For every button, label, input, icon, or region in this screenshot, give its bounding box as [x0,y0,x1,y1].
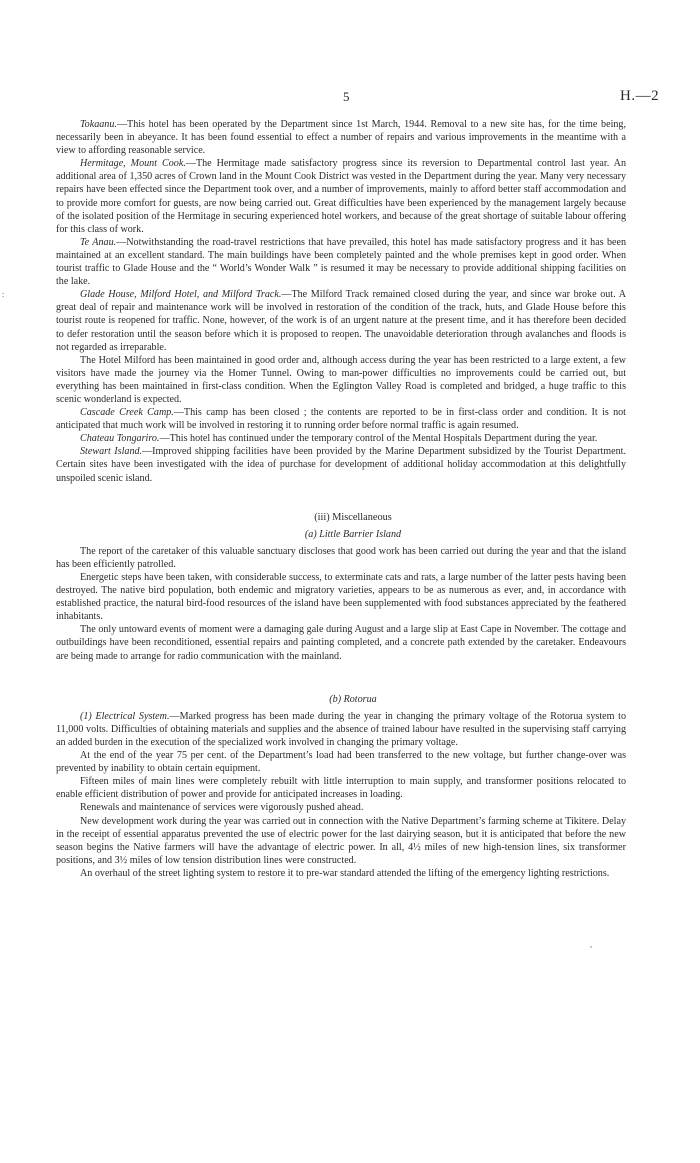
hotel-name: Stewart Island. [80,446,143,458]
hotel-name: Hermitage, Mount Cook. [80,158,186,170]
hotel-name: Te Anau. [80,236,117,248]
section-heading-miscellaneous: (iii) Miscellaneous [314,511,392,523]
paragraph-chateau [56,432,626,445]
paragraph-rotorua-1 [56,710,626,749]
paragraph-lb-2: Energetic steps have been taken, with considerable success, to exterminate cats and rats, a large number of the latter pests having been destroyed. The native bird population, both endemic and migratory varieties, appears to be as numerous as ever, and, in accordance with established practice, the natural bird-food resources of the island have been supplemented with food substances appreciated by the feathered inhabitants. [56,572,626,623]
paragraph-te-anau [56,236,626,288]
paragraph-rotorua-2: At the end of the year 75 per cent. of the Department’s load had been transferred to the new voltage, but further change-over was prevented by inability to obtain certain equipment. [56,750,626,775]
item-label: (1) Electrical System. [80,710,170,722]
paragraph-text: —The Hermitage made satisfactory progress since its reversion to Departmental control last year. An additional area of 1,350 acres of Crown land in the Mount Cook District was vested in the Department during the year. Many very necessary repairs have been effected since the Department took over, and a number of improvements, mainly to afford better staff accommodation and to provide more comfort for guests, are now being carried out. Great difficulties have been experienced by the management largely because of the isolated position of the Hermitage in securing experienced hotel workers, and because of the great shortage of suitable labour offering for this class of work. [56,158,626,235]
paragraph-text: —This hotel has been operated by the Department since 1st March, 1944. Removal to a new site has, for the time being, necessarily been in abeyance. It has been found essential to effect a number of repairs and various improvements in the meantime with a view to affording reasonable service. [56,119,626,157]
page-number: 5 [343,89,350,104]
hotel-name: Glade House, Milford Hotel, and Milford Track. [80,289,282,301]
paragraph-rotorua-6: An overhaul of the street lighting system to restore it to pre-war standard attended the lifting of the emergency lighting restrictions. [80,867,610,879]
paragraph-rotorua-4: Renewals and maintenance of services were vigorously pushed ahead. [80,802,364,814]
paragraph-cascade-creek [56,406,626,432]
paragraph-text: —Improved shipping facilities have been provided by the Marine Department subsidized by the Tourist Department. Certain sites have been investigated with the idea of purchase for development of additional holiday accommodation at this delightfully unspoiled scenic island. [56,446,626,484]
paragraph-text: —Marked progress has been made during the year in changing the primary voltage of the Rotorua system to 11,000 volts. Difficulties of obtaining materials and supplies and the absence of trained labour have resulted in the supervising staff carrying an added burden in the execution of the specialized work involved in changing the primary voltage. [56,710,626,748]
paragraph-milford-track [56,288,626,353]
margin-mark-left: : [2,290,5,299]
hotel-name: Cascade Creek Camp. [80,407,174,419]
paragraph-rotorua-5: New development work during the year was carried out in connection with the Native Department’s farming scheme at Tikitere. Delay in the receipt of essential apparatus prevented the use of electric power for the last dairying season, but it is anticipated that before the new season begins the Native farmers will have the advantage of electric power. In all, 4½ miles of new high-tension lines, six transformer positions, and 3½ miles of low tension distribution lines were constructed. [56,815,626,866]
paragraph-tokaanu [56,118,626,157]
hotel-name: Tokaanu. [80,119,117,130]
paragraph-hermitage [56,157,626,236]
paragraph-lb-1: The report of the caretaker of this valuable sanctuary discloses that good work has been carried out during the year and that the island has been efficiently patrolled. [56,545,626,570]
document-code: H.—2 [620,88,660,104]
paragraph-text: —This camp has been closed ; the contents are reported to be in first-class order and condition. It is not anticipated that much work will be involved in restoring it to running order before normal traffic is again resumed. [56,407,626,432]
paragraph-text: —This hotel has continued under the temporary control of the Mental Hospitals Department during the year. [159,433,598,445]
paragraph-text: —Notwithstanding the road-travel restrictions that have prevailed, this hotel has made satisfactory progress and it has been maintained at an excellent standard. The main buildings have been completely painted and the whole premises kept in good order. When tourist traffic to Glade House and the “ World’s Wonder Walk ” is resumed it may be necessary to provide additional shipping facilities on the lake. [56,236,626,288]
paragraph-text: The Hotel Milford has been maintained in good order and, although access during the year has been restricted to a large extent, a few visitors have made the journey via the Homer Tunnel. Owing to man-power difficulties no improvements could be carried out, but everything has been maintained in first-class condition. When the Eglington Valley Road is completed and bridged, a huge traffic to this scenic wonderland is expected. [56,354,626,405]
margin-mark-right: , [590,940,592,949]
subheading-rotorua: (b) Rotorua [329,693,377,705]
paragraph-lb-3: The only untoward events of moment were a damaging gale during August and a large slip at East Cape in November. The cottage and outbuildings have been reconditioned, essential repairs and painting completed, and a concrete path extended by the caretaker. Endeavours are being made to arrange for radio communication with the mainland. [56,624,626,662]
paragraph-text: —The Milford Track remained closed during the year, and since war broke out. A great deal of repair and maintenance work will be involved in restoration of the condition of the track, huts, and Glade House before this tourist route is reopened for traffic. None, however, of the work is of an urgent nature at the present time, and it has therefore been decided to defer restoration until the season before which it is proposed to reopen. The unavoidable deterioration through avalanches and floods is not regarded as irreparable. [56,289,626,353]
document-body [56,118,626,880]
paragraph-hotel-milford [56,354,626,406]
paragraph-rotorua-3: Fifteen miles of main lines were completely rebuilt with little interruption to main supply, and transformer positions relocated to enable efficient distribution of power and provide for anticipated increases in loading. [56,776,626,801]
hotel-name: Chateau Tongariro. [80,433,160,445]
paragraph-stewart-island [56,445,626,484]
subheading-little-barrier: (a) Little Barrier Island [304,528,402,540]
